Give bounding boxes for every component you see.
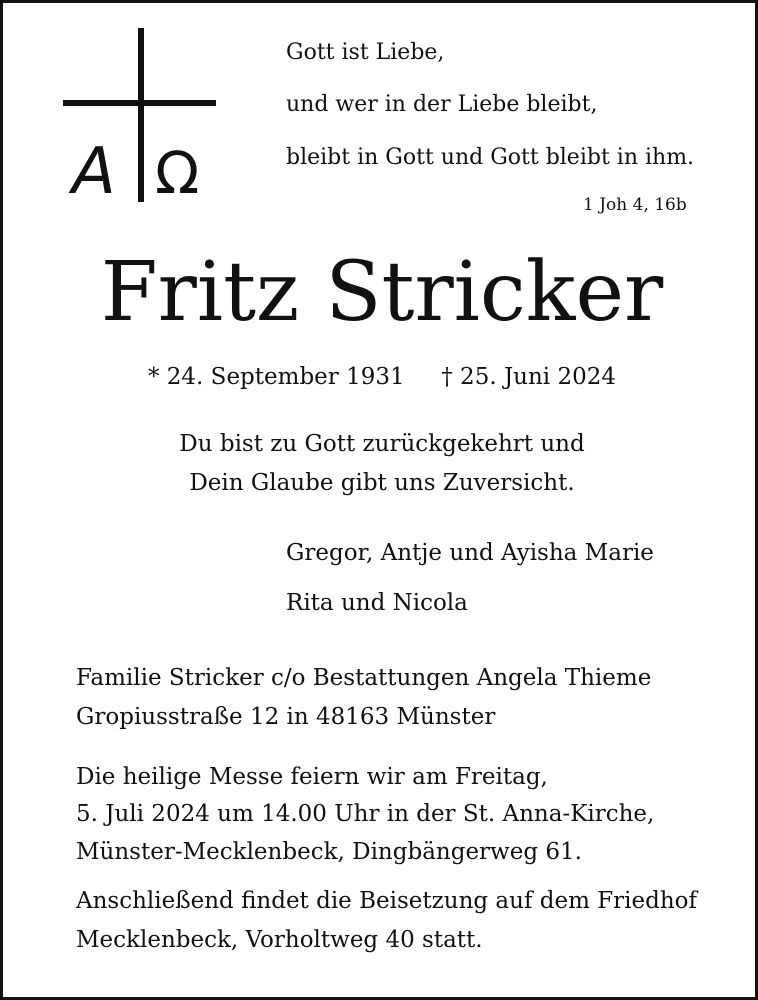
contact-line-1: Familie Stricker c/o Bestattungen Angela Thieme (76, 665, 652, 691)
alpha-letter: A (72, 135, 116, 203)
verse-line-1: Gott ist Liebe, (286, 40, 445, 65)
mass-line-1: Die heilige Messe feiern wir am Freitag, (76, 764, 548, 790)
mourners-line-1: Gregor, Antje und Ayisha Marie (286, 540, 654, 566)
cross-alpha-omega-icon (63, 28, 223, 203)
death-date: † 25. Juni 2024 (441, 364, 616, 390)
verse-reference: 1 Joh 4, 16b (583, 195, 687, 215)
birth-date: * 24. September 1931 (147, 364, 405, 390)
mass-line-3: Münster-Mecklenbeck, Dingbängerweg 61. (76, 839, 582, 865)
cross-horizontal-bar (63, 100, 216, 106)
verse-line-2: und wer in der Liebe bleibt, (286, 92, 598, 117)
life-dates (3, 364, 758, 390)
mass-line-2: 5. Juli 2024 um 14.00 Uhr in der St. Anna-Kirche, (76, 801, 655, 827)
quote-line-1: Du bist zu Gott zurückgekehrt und (179, 431, 585, 457)
quote-line-2: Dein Glaube gibt uns Zuversicht. (189, 470, 575, 496)
burial-line-2: Mecklenbeck, Vorholtweg 40 statt. (76, 927, 483, 953)
cross-vertical-bar (138, 28, 144, 202)
burial-line-1: Anschließend findet die Beisetzung auf dem Friedhof (76, 888, 698, 914)
contact-line-2: Gropiusstraße 12 in 48163 Münster (76, 704, 496, 730)
omega-letter: Ω (155, 139, 200, 203)
verse-line-3: bleibt in Gott und Gott bleibt in ihm. (286, 145, 695, 170)
deceased-name: Fritz Stricker (100, 245, 664, 340)
mourners-line-2: Rita und Nicola (286, 590, 468, 616)
